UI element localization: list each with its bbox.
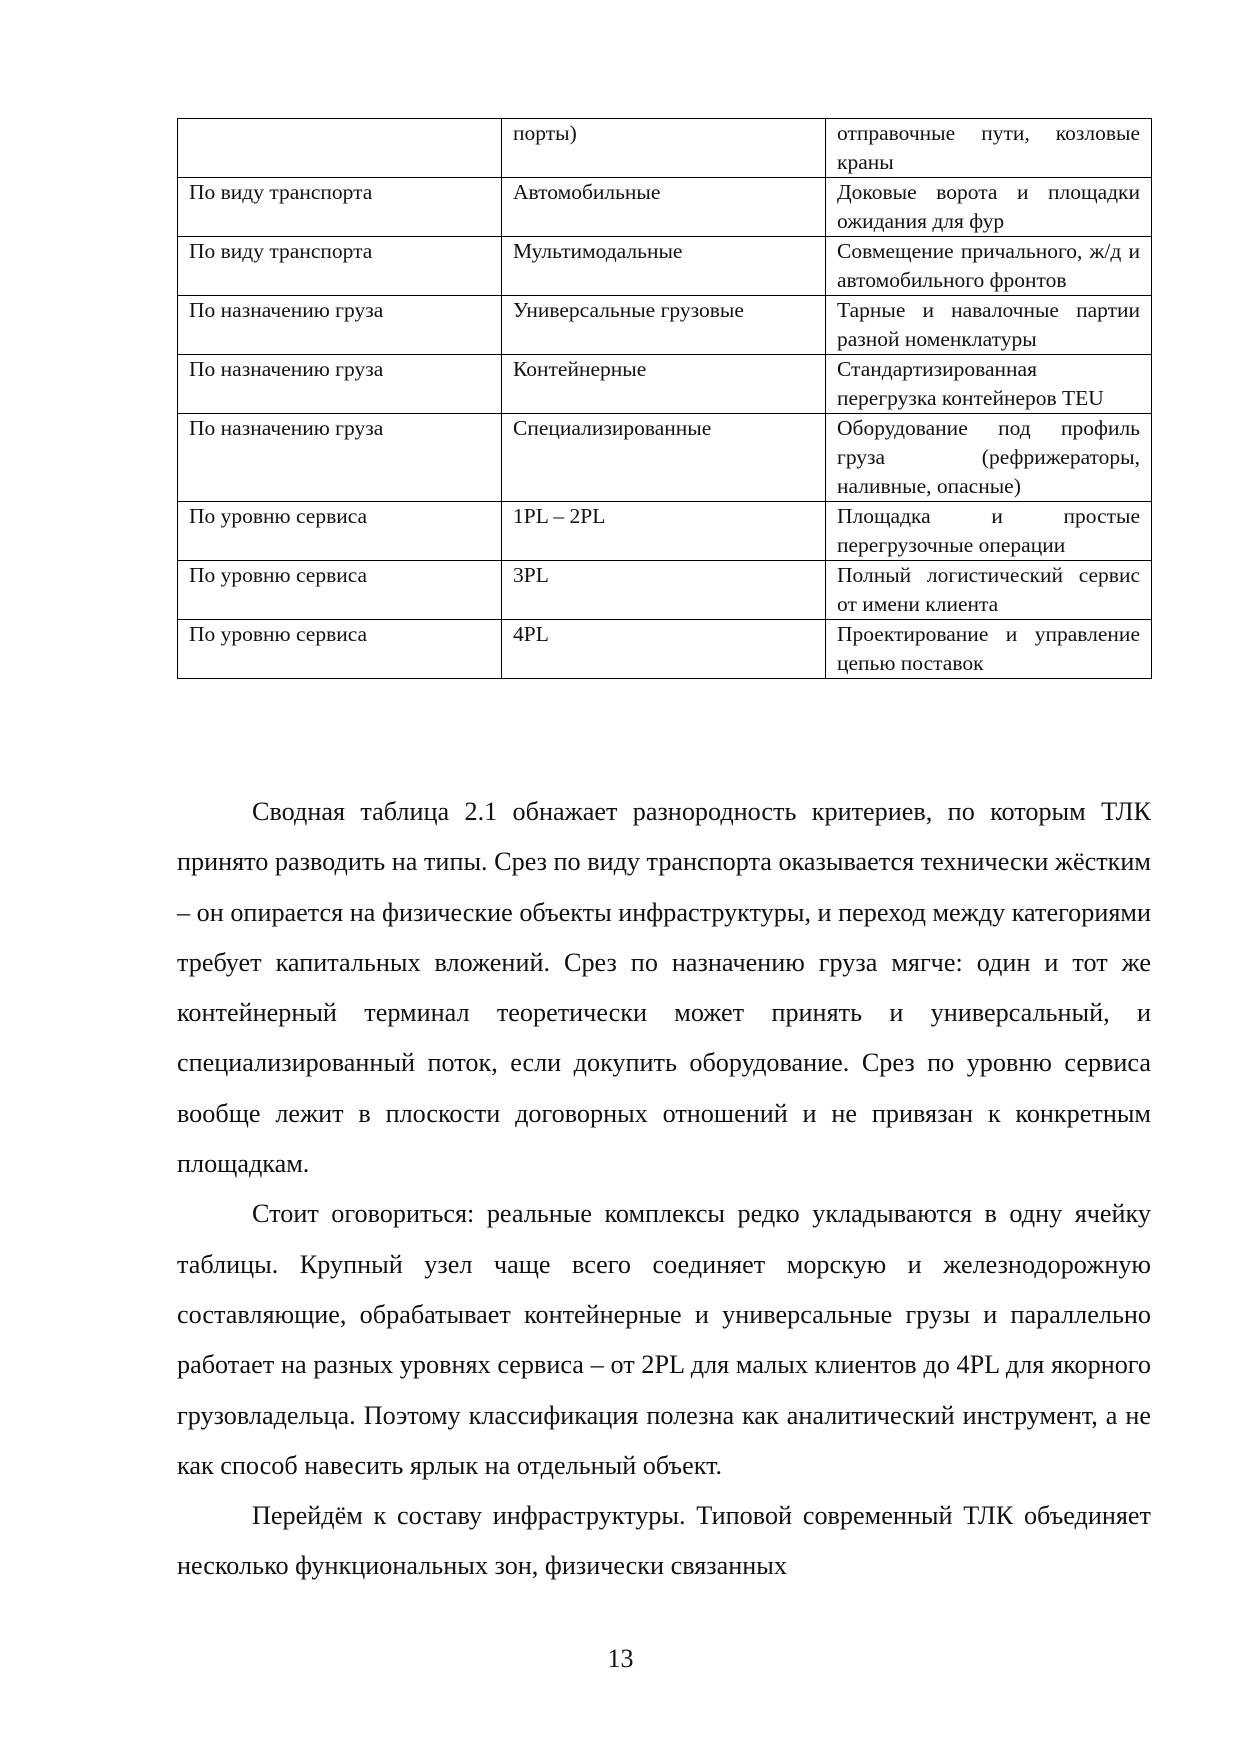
criterion-cell: По уровню сервиса xyxy=(178,561,502,620)
description-cell: Оборудование под профиль груза (рефрижераторы, наливные, опасные) xyxy=(826,414,1152,502)
table-row xyxy=(178,237,1152,296)
table-row xyxy=(178,414,1152,502)
criterion-cell: По виду транспорта xyxy=(178,237,502,296)
table-row xyxy=(178,355,1152,414)
description-cell: Доковые ворота и площадки ожидания для фур xyxy=(826,178,1152,237)
description-cell: Стандартизированная перегрузка контейнеров TEU xyxy=(826,355,1152,414)
criterion-cell: По назначению груза xyxy=(178,355,502,414)
table-body xyxy=(178,119,1152,679)
description-cell: Площадка и простые перегрузочные операции xyxy=(826,502,1152,561)
criterion-cell xyxy=(178,119,502,178)
type-cell: Специализированные xyxy=(502,414,826,502)
criterion-cell: По уровню сервиса xyxy=(178,620,502,679)
type-cell: 4PL xyxy=(502,620,826,679)
description-cell: отправочные пути, козловые краны xyxy=(826,119,1152,178)
type-cell: 1PL – 2PL xyxy=(502,502,826,561)
paragraph-infrastructure: Перейдём к составу инфраструктуры. Типовой современный ТЛК объединяет несколько функциональных зон, физически связанных xyxy=(177,1501,1151,1581)
paragraph-summary: Сводная таблица 2.1 обнажает разнородность критериев, по которым ТЛК принято разводить на типы. Срез по виду транспорта оказывается технически жёстким – он опирается на физические объекты инфраструктуры, и переход между категориями требует капитальных вложений. Срез по назначению груза мягче: один и тот же контейнерный терминал теоретически может принять и универсальный, и специализированный поток, если докупить оборудование. Срез по уровню сервиса вообще лежит в плоскости договорных отношений и не привязан к конкретным площадкам. xyxy=(177,797,1151,1179)
type-cell: Контейнерные xyxy=(502,355,826,414)
classification-table xyxy=(177,118,1152,679)
type-cell: Универсальные грузовые xyxy=(502,296,826,355)
table-row xyxy=(178,296,1152,355)
criterion-cell: По назначению груза xyxy=(178,414,502,502)
criterion-cell: По уровню сервиса xyxy=(178,502,502,561)
type-cell: Автомобильные xyxy=(502,178,826,237)
table-row xyxy=(178,178,1152,237)
description-cell: Полный логистический сервис от имени клиента xyxy=(826,561,1152,620)
table-row xyxy=(178,620,1152,679)
description-cell: Проектирование и управление цепью поставок xyxy=(826,620,1152,679)
criterion-cell: По назначению груза xyxy=(178,296,502,355)
page-number: 13 xyxy=(607,1644,634,1673)
body-text xyxy=(177,787,1151,1592)
description-cell: Совмещение причального, ж/д и автомобильного фронтов xyxy=(826,237,1152,296)
table-row xyxy=(178,502,1152,561)
criterion-cell: По виду транспорта xyxy=(178,178,502,237)
type-cell: Мультимодальные xyxy=(502,237,826,296)
table-row xyxy=(178,561,1152,620)
type-cell: порты) xyxy=(502,119,826,178)
description-cell: Тарные и навалочные партии разной номенклатуры xyxy=(826,296,1152,355)
table-row xyxy=(178,119,1152,178)
type-cell: 3PL xyxy=(502,561,826,620)
paragraph-caveat: Стоит оговориться: реальные комплексы редко укладываются в одну ячейку таблицы. Крупный узел чаще всего соединяет морскую и железнодорожную составляющие, обрабатывает контейнерные и универсальные грузы и параллельно работает на разных уровнях сервиса – от 2PL для малых клиентов до 4PL для якорного грузовладельца. Поэтому классификация полезна как аналитический инструмент, а не как способ навесить ярлык на отдельный объект. xyxy=(177,1199,1151,1480)
